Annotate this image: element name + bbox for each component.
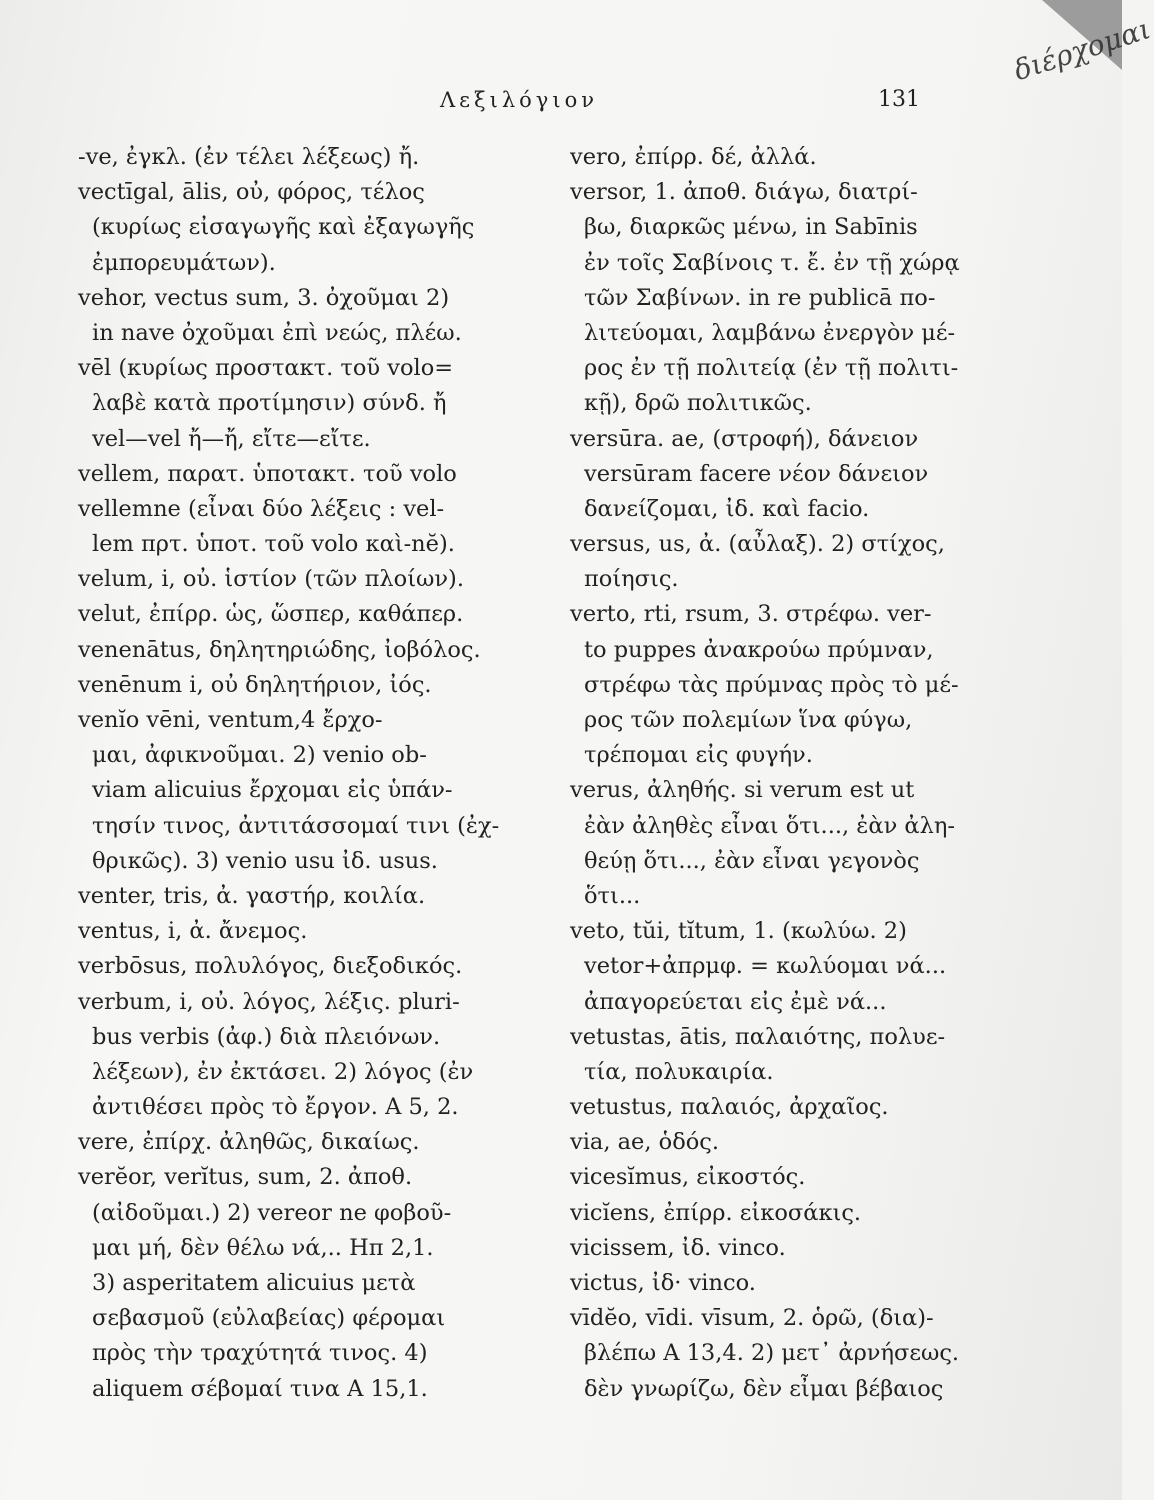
entry-continuation-line: ἐμπορευμάτων). [92, 249, 276, 276]
dictionary-entry-line: vere, ἐπίρχ. ἀληθῶς, δικαίως. [78, 1129, 420, 1156]
dictionary-entry-line: vicĭens, ἐπίρρ. εἰκοσάκις. [570, 1199, 862, 1226]
dictionary-entry-line: victus, ἰδ· vinco. [570, 1270, 756, 1296]
entry-continuation-line: viam alicuius ἔρχομαι εἰς ὑπάν- [92, 777, 453, 804]
dictionary-entry-line: verto, rti, rsum, 3. στρέφω. ver- [570, 601, 932, 628]
page-number: 131 [878, 87, 920, 112]
dictionary-entry-line: vēl (κυρίως προστακτ. τοῦ volo= [78, 355, 454, 382]
entry-continuation-line: 3) asperitatem alicuius μετὰ [92, 1270, 416, 1296]
entry-continuation-line: (αἰδοῦμαι.) 2) vereor ne φοβοῦ- [92, 1199, 452, 1226]
dictionary-entry-line: versor, 1. ἀποθ. διάγω, διατρί- [570, 179, 918, 206]
entry-continuation-line: λιτεύομαι, λαμβάνω ἐνεργὸν μέ- [584, 319, 956, 346]
dictionary-entry-line: verus, ἀληθής. si verum est ut [570, 777, 915, 804]
dictionary-entry-line: venĭo vēni, ventum,4 ἔρχο- [78, 707, 383, 733]
right-column [570, 140, 1000, 1407]
dictionary-entry-line: vicissem, ἰδ. vinco. [570, 1234, 786, 1261]
entry-continuation-line: versūram facere νέον δάνειον [584, 460, 929, 487]
entry-continuation-line: τία, πολυκαιρία. [584, 1058, 774, 1085]
entry-continuation-line: μαι, ἀφικνοῦμαι. 2) venio ob- [92, 742, 427, 769]
page-header [0, 88, 1122, 118]
entry-continuation-line: στρέφω τὰς πρύμνας πρὸς τὸ μέ- [584, 671, 959, 698]
dictionary-entry-line: verĕor, verĭtus, sum, 2. ἀποθ. [78, 1164, 413, 1191]
entry-continuation-line: ρος ἐν τῇ πολιτείᾳ (ἐν τῇ πολιτι- [584, 355, 959, 382]
dictionary-entry-line: venter, tris, ἀ. γαστήρ, κοιλία. [78, 882, 426, 909]
dictionary-entry-line: versūra. ae, (στροφή), δάνειον [570, 425, 919, 452]
dictionary-entry-line: velut, ἐπίρρ. ὡς, ὥσπερ, καθάπερ. [78, 601, 464, 628]
dictionary-entry-line: vetustus, παλαιός, ἀρχαῖος. [570, 1094, 889, 1121]
entry-continuation-line: (κυρίως εἰσαγωγῆς καὶ ἐξαγωγῆς [92, 214, 475, 241]
dictionary-entry-line: vellemne (εἶναι δύο λέξεις : vel- [78, 495, 445, 522]
entry-continuation-line: in nave ὀχοῦμαι ἐπὶ νεώς, πλέω. [92, 319, 462, 346]
entry-continuation-line: δὲν γνωρίζω, δὲν εἶμαι βέβαιος [584, 1375, 944, 1402]
entry-continuation-line: aliquem σέβομαί τινα A 15,1. [92, 1375, 428, 1402]
entry-continuation-line: βλέπω A 13,4. 2) μετ᾽ ἀρνήσεως. [584, 1340, 960, 1367]
entry-continuation-line: σεβασμοῦ (εὐλαβείας) φέρομαι [92, 1305, 446, 1332]
dictionary-entry-line: versus, us, ἀ. (αὖλαξ). 2) στίχος, [570, 531, 945, 558]
dictionary-entry-line: venēnum i, οὐ δηλητήριον, ἰός. [78, 671, 432, 698]
dictionary-entry-line: vectīgal, ālis, οὐ, φόρος, τέλος [78, 179, 425, 206]
dictionary-entry-line: verbōsus, πολυλόγος, διεξοδικός. [78, 953, 463, 980]
entry-continuation-line: τησίν τινος, ἀντιτάσσομαί τινι (ἐχ- [92, 812, 500, 839]
dictionary-entry-line: vehor, vectus sum, 3. ὀχοῦμαι 2) [78, 284, 450, 311]
dictionary-entry-line: ventus, i, ἀ. ἄνεμος. [78, 918, 308, 945]
entry-continuation-line: θρικῶς). 3) venio usu ἰδ. usus. [92, 847, 438, 874]
dictionary-entry-line: via, ae, ὁδός. [570, 1129, 720, 1156]
entry-continuation-line: ποίησις. [584, 566, 679, 593]
entry-continuation-line: ἀπαγορεύεται εἰς ἐμὲ νά... [584, 988, 887, 1015]
dictionary-entry-line: vicesĭmus, εἰκοστός. [570, 1164, 806, 1191]
dictionary-entry-line: vero, ἐπίρρ. δέ, ἀλλά. [570, 144, 817, 170]
entry-continuation-line: τῶν Σαβίνων. in re publicā πο- [584, 284, 936, 311]
entry-continuation-line: λαβὲ κατὰ προτίμησιν) σύνδ. ἤ [92, 390, 447, 417]
dictionary-entry-line: velum, i, οὐ. ἱστίον (τῶν πλοίων). [78, 566, 464, 593]
entry-continuation-line: vel—vel ἤ—ἤ, εἴτε—εἴτε. [92, 425, 371, 452]
dictionary-entry-line: vetustas, ātis, παλαιότης, πολυε- [570, 1023, 946, 1050]
entry-continuation-line: θεύῃ ὅτι..., ἐὰν εἶναι γεγονὸς [584, 847, 920, 874]
dictionary-entry-line: verbum, i, οὐ. λόγος, λέξις. pluri- [78, 988, 460, 1015]
entry-continuation-line: bus verbis (ἀφ.) διὰ πλειόνων. [92, 1023, 441, 1050]
entry-continuation-line: κῇ), δρῶ πολιτικῶς. [584, 390, 812, 417]
dictionary-columns [0, 140, 1122, 1420]
entry-continuation-line: vetor+ἀπρμφ. = κωλύομαι νά... [584, 953, 947, 980]
entry-continuation-line: δανείζομαι, ἰδ. καὶ facio. [584, 495, 870, 522]
entry-continuation-line: ἐν τοῖς Σαβίνοις τ. ἔ. ἐν τῇ χώρᾳ [584, 249, 960, 276]
left-column [78, 140, 538, 1407]
dictionary-entry-line: venenātus, δηλητηριώδης, ἰοβόλος. [78, 636, 481, 663]
entry-continuation-line: βω, διαρκῶς μένω, in Sabīnis [584, 214, 918, 241]
entry-continuation-line: λέξεων), ἐν ἐκτάσει. 2) λόγος (ἐν [92, 1058, 474, 1085]
entry-continuation-line: πρὸς τὴν τραχύτητά τινος. 4) [92, 1340, 428, 1367]
running-title: Λεξιλόγιον [440, 88, 598, 112]
entry-continuation-line: ρος τῶν πολεμίων ἵνα φύγω, [584, 707, 913, 733]
entry-continuation-line: μαι μή, δὲν θέλω νά,.. Ηπ 2,1. [92, 1234, 434, 1261]
dictionary-entry-line: vīdĕo, vīdi. vīsum, 2. ὁρῶ, (δια)- [570, 1305, 934, 1332]
entry-continuation-line: ἐὰν ἀληθὲς εἶναι ὅτι..., ἐὰν ἀλη- [584, 812, 955, 839]
handwritten-note: διέρχομαι [1009, 12, 1154, 88]
entry-continuation-line: to puppes ἀνακρούω πρύμναν, [584, 636, 934, 663]
dictionary-entry-line: veto, tŭi, tĭtum, 1. (κωλύω. 2) [570, 918, 907, 945]
entry-continuation-line: ὅτι... [584, 882, 641, 909]
entry-continuation-line: lem πρτ. ὑποτ. τοῦ volo καὶ-nĕ). [92, 531, 455, 558]
dictionary-entry-line: vellem, παρατ. ὑποτακτ. τοῦ volo [78, 460, 457, 487]
dictionary-entry-line: -ve, ἐγκλ. (ἐν τέλει λέξεως) ἤ. [78, 144, 420, 170]
entry-continuation-line: ἀντιθέσει πρὸς τὸ ἔργον. A 5, 2. [92, 1094, 459, 1121]
entry-continuation-line: τρέπομαι εἰς φυγήν. [584, 742, 813, 769]
